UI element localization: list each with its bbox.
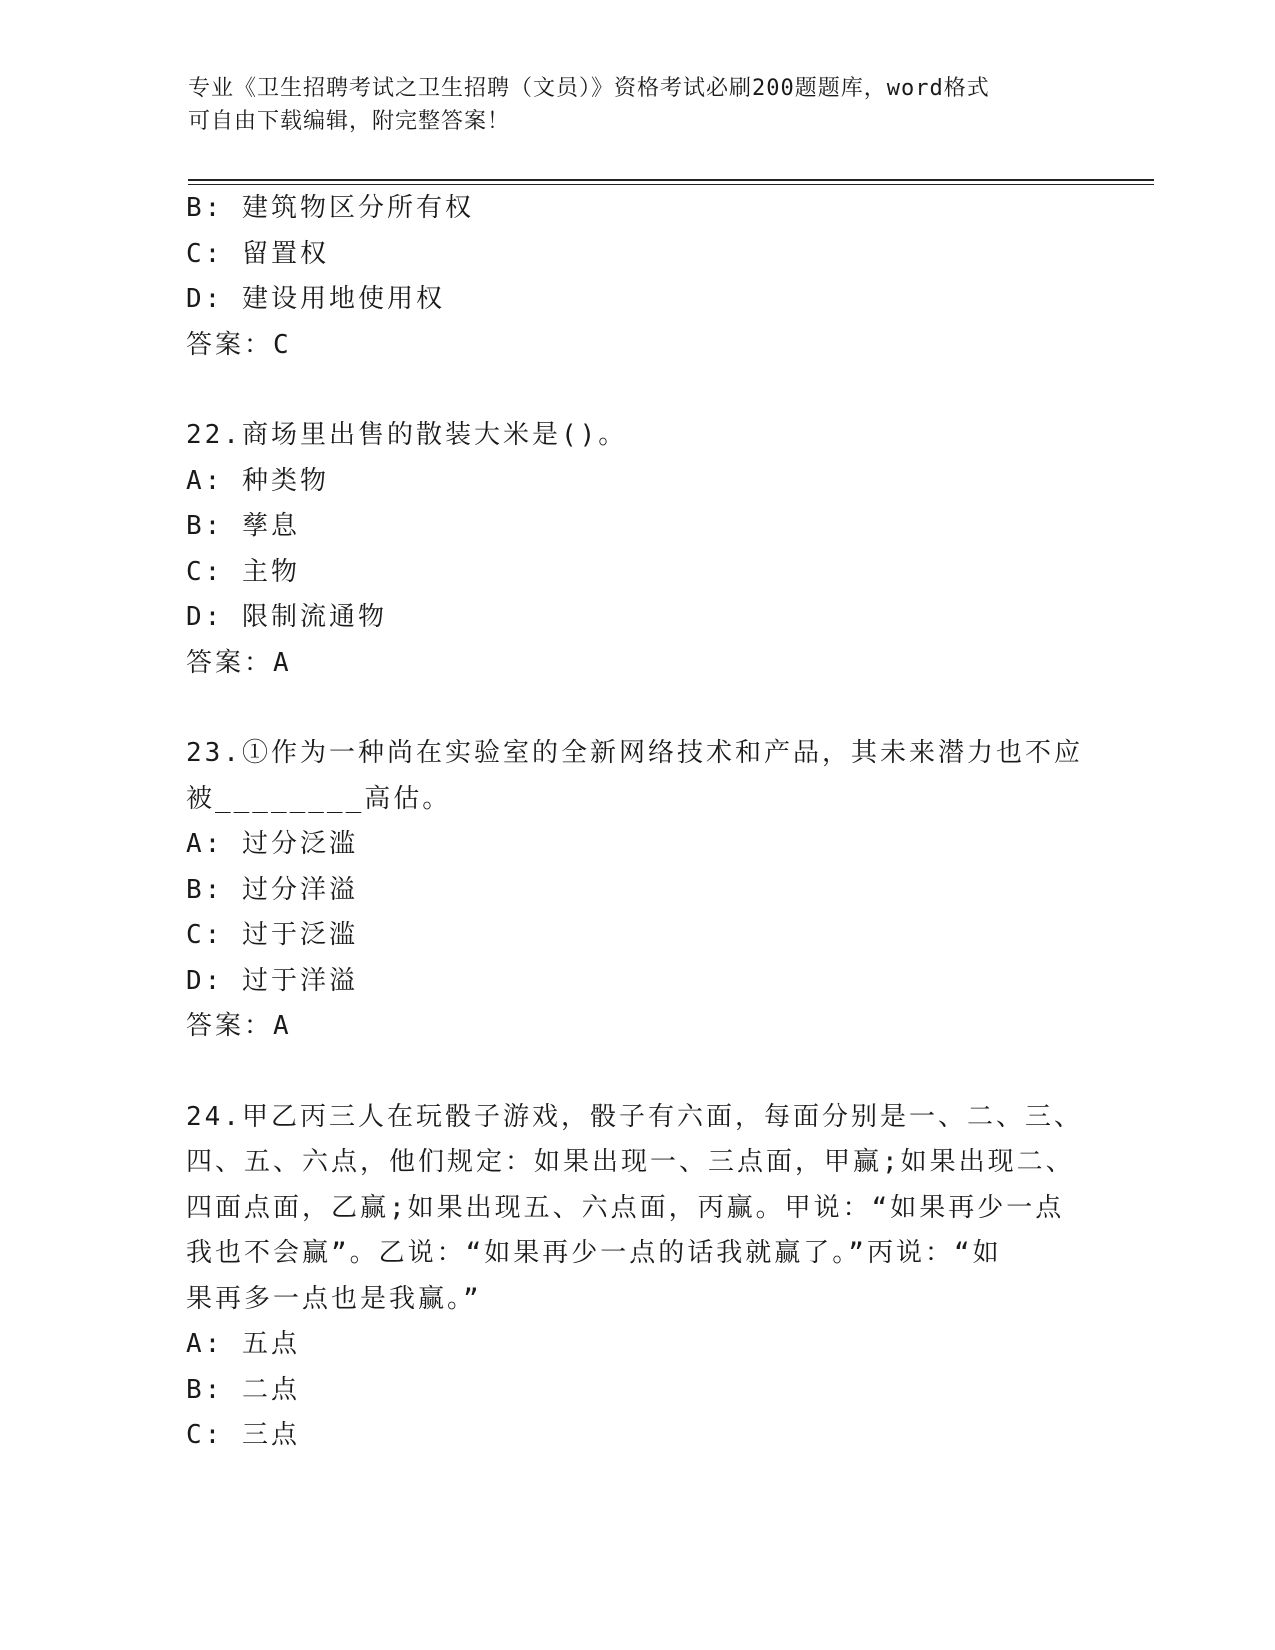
question-21: [186, 186, 1086, 368]
question-text-line-2: 四、五、六点，他们规定：如果出现一、三点面，甲赢;如果出现二、: [186, 1147, 1075, 1177]
option-a: A: 种类物: [186, 465, 329, 496]
question-text: 22.商场里出售的散装大米是()。: [186, 420, 628, 450]
option-b: B: 建筑物区分所有权: [186, 193, 474, 223]
option-c: C: 留置权: [186, 238, 329, 269]
question-22: [186, 413, 1086, 686]
spacer: [186, 368, 1086, 413]
answer-label: 答案：A: [186, 647, 292, 678]
question-text-line-4: 我也不会赢”。乙说：“如果再少一点的话我就赢了。”丙说：“如: [186, 1238, 1002, 1268]
spacer: [186, 1050, 1086, 1095]
page-header: [188, 72, 1088, 138]
header-line-2: 可自由下载编辑，附完整答案！: [188, 109, 511, 134]
header-divider-thin: [188, 184, 1154, 185]
option-c: C: 主物: [186, 556, 300, 587]
header-divider-thick: [188, 179, 1154, 181]
option-b: B: 二点: [186, 1374, 300, 1405]
question-list: [186, 186, 1086, 1459]
answer-label: 答案：C: [186, 329, 292, 360]
option-b: B: 孳息: [186, 511, 300, 541]
option-c: C: 过于泛滥: [186, 920, 358, 950]
option-a: A: 过分泛滥: [186, 829, 358, 859]
answer-label: 答案：A: [186, 1011, 292, 1041]
question-text-line-1: 24.甲乙丙三人在玩骰子游戏，骰子有六面，每面分别是一、二、三、: [186, 1101, 1083, 1132]
question-text-line-3: 四面点面，乙赢;如果出现五、六点面，丙赢。甲说：“如果再少一点: [186, 1192, 1065, 1223]
option-d: D: 限制流通物: [186, 602, 387, 632]
option-a: A: 五点: [186, 1329, 300, 1359]
question-text-line-1: 23.①作为一种尚在实验室的全新网络技术和产品，其未来潜力也不应: [186, 738, 1083, 768]
header-line-1: 专业《卫生招聘考试之卫生招聘（文员）》资格考试必刷200题题库，word格式: [188, 76, 990, 101]
question-text-line-5: 果再多一点也是我赢。”: [186, 1283, 482, 1314]
spacer: [186, 686, 1086, 731]
option-d: D: 过于洋溢: [186, 965, 358, 996]
question-23: [186, 731, 1086, 1050]
option-c: C: 三点: [186, 1420, 300, 1450]
question-text-line-2: 被________高估。: [186, 783, 452, 814]
question-24: [186, 1095, 1086, 1459]
option-d: D: 建设用地使用权: [186, 284, 445, 314]
option-b: B: 过分洋溢: [186, 874, 358, 905]
